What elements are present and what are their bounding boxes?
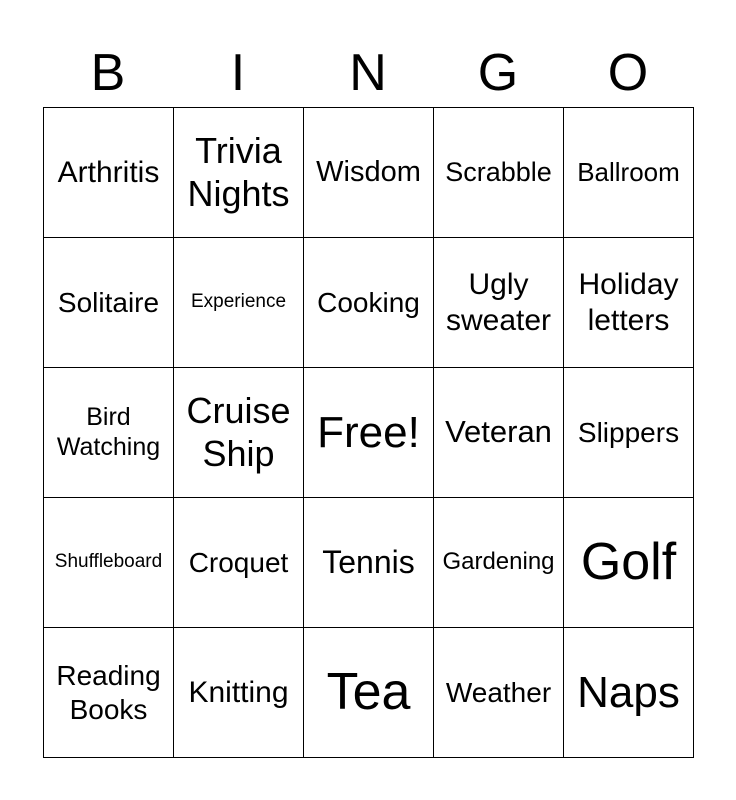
cell-label: Golf <box>580 532 677 591</box>
cell-label: Weather <box>445 676 552 708</box>
cell-label: Trivia Nights <box>187 130 290 214</box>
bingo-cell[interactable] <box>564 108 694 238</box>
bingo-cell[interactable] <box>174 108 304 238</box>
cell-label: Reading Books <box>56 660 161 725</box>
cell-label: Holiday letters <box>578 268 679 337</box>
cell-label: Shuffleboard <box>54 551 163 573</box>
cell-label: Knitting <box>188 675 289 709</box>
cell-label: Arthritis <box>57 155 160 189</box>
cell-label: Slippers <box>577 416 680 448</box>
bingo-cell[interactable] <box>44 368 174 498</box>
header-letter-o: O <box>607 44 649 102</box>
bingo-cell[interactable] <box>434 108 564 238</box>
cell-label: Ugly sweater <box>445 268 552 337</box>
bingo-cell free-space[interactable] <box>304 368 434 498</box>
cell-label: Wisdom <box>316 156 421 189</box>
bingo-cell[interactable] <box>564 238 694 368</box>
bingo-cell[interactable] <box>44 498 174 628</box>
cell-label: Naps <box>577 667 680 717</box>
bingo-cell[interactable] <box>304 628 434 758</box>
bingo-cell[interactable] <box>434 368 564 498</box>
bingo-cell[interactable] <box>564 368 694 498</box>
bingo-cell[interactable] <box>44 628 174 758</box>
cell-label: Ballroom <box>577 157 680 188</box>
cell-label: Gardening <box>442 548 555 576</box>
bingo-cell[interactable] <box>174 238 304 368</box>
cell-label: Tea <box>326 662 411 721</box>
cell-label: Solitaire <box>57 286 160 318</box>
cell-label: Bird Watching <box>56 403 161 461</box>
bingo-board <box>43 107 694 758</box>
bingo-cell[interactable] <box>304 238 434 368</box>
cell-label: Cooking <box>317 286 420 318</box>
header-letter-b: B <box>90 44 126 102</box>
bingo-cell[interactable] <box>564 498 694 628</box>
bingo-cell[interactable] <box>44 238 174 368</box>
cell-label: Croquet <box>188 546 289 578</box>
bingo-cell[interactable] <box>434 628 564 758</box>
bingo-cell[interactable] <box>434 498 564 628</box>
cell-label: Experience <box>190 291 287 313</box>
cell-label: Tennis <box>322 543 415 580</box>
bingo-cell[interactable] <box>434 238 564 368</box>
free-space-label: Free! <box>317 407 420 457</box>
bingo-cell[interactable] <box>174 498 304 628</box>
cell-label: Scrabble <box>445 156 552 187</box>
bingo-header <box>43 40 693 106</box>
bingo-cell[interactable] <box>44 108 174 238</box>
bingo-cell[interactable] <box>174 368 304 498</box>
header-letter-n: N <box>349 44 387 102</box>
bingo-cell[interactable] <box>174 628 304 758</box>
cell-label: Cruise Ship <box>186 390 291 474</box>
header-letter-g: G <box>477 44 519 102</box>
cell-label: Veteran <box>445 414 552 450</box>
bingo-cell[interactable] <box>304 108 434 238</box>
bingo-cell[interactable] <box>304 498 434 628</box>
bingo-cell[interactable] <box>564 628 694 758</box>
header-letter-i: I <box>230 44 246 102</box>
